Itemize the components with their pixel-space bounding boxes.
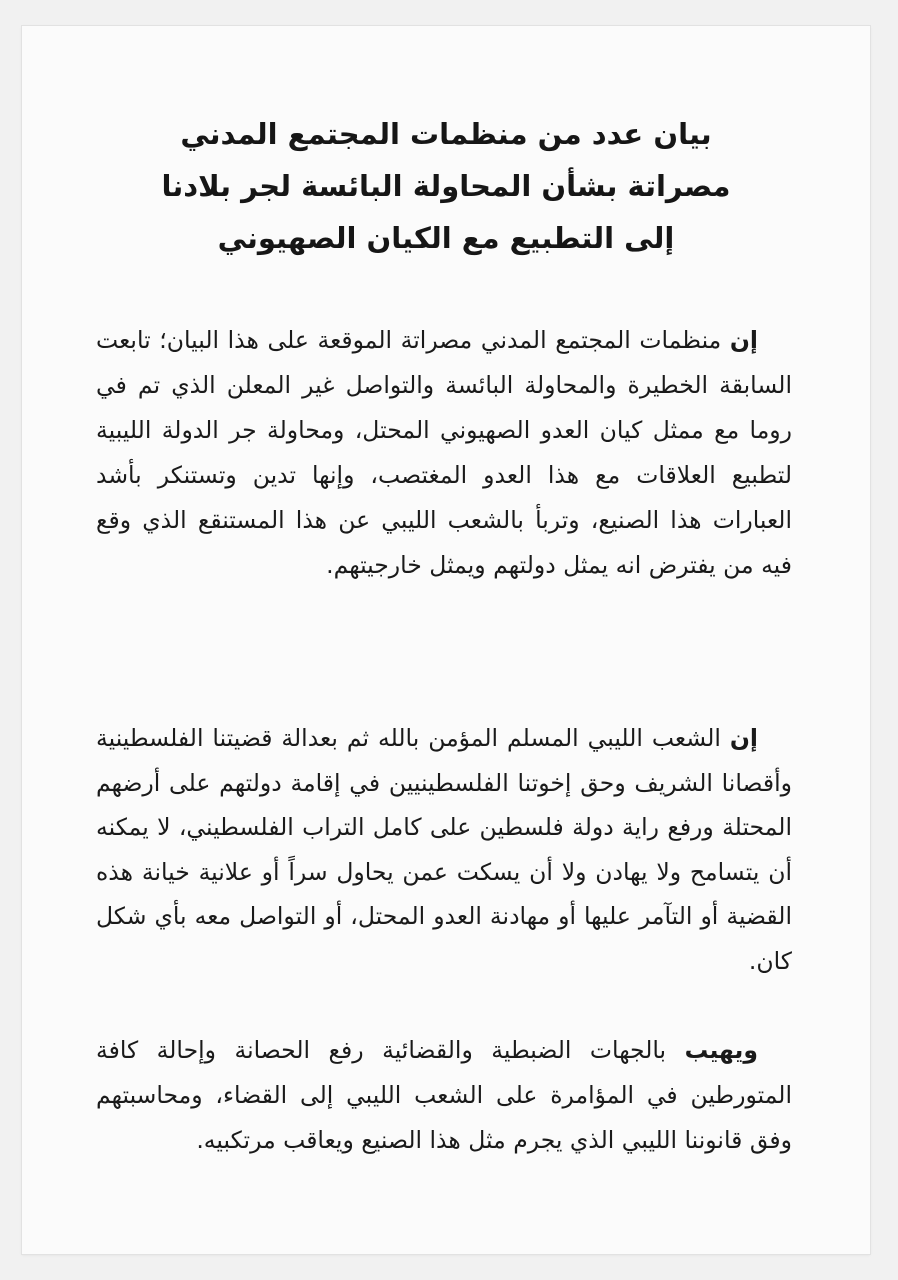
paragraph-body: منظمات المجتمع المدني مصراتة الموقعة على هذا البيان؛ تابعت السابقة الخطيرة والمحاولة البائسة والتواصل غير المعلن الذي تم في روما مع ممثل كيان العدو الصهيوني المحتل، ومحاولة جر الدولة الليبية لتطبيع العلاقات مع هذا العدو المغتصب، وإنها تدين وتستنكر بأشد العبارات هذا الصنيع، وتربأ بالشعب الليبي عن هذا المستنقع الذي وقع فيه من يفترض انه يمثل دولتهم ويمثل خارجيتهم.	[96, 326, 792, 579]
statement-title	[82, 108, 810, 264]
title-line-1: بيان عدد من منظمات المجتمع المدني	[180, 117, 712, 151]
paragraph-lead-word: إن	[729, 724, 758, 752]
paragraph-lead-word: ويهيب	[684, 1036, 758, 1064]
title-line-2: مصراتة بشأن المحاولة البائسة لجر بلادنا	[161, 169, 731, 203]
paragraph-palestine-position	[96, 716, 792, 983]
paragraph-lead-word: إن	[729, 326, 758, 354]
title-line-3: إلى التطبيع مع الكيان الصهيوني	[217, 221, 675, 255]
paragraph-condemnation	[96, 318, 792, 588]
paragraph-demands	[96, 1028, 792, 1163]
paragraph-body: الشعب الليبي المسلم المؤمن بالله ثم بعدالة قضيتنا الفلسطينية وأقصانا الشريف وحق إخوتنا الفلسطينيين في إقامة دولتهم على أرضهم المحتلة ورفع راية دولة فلسطين على كامل التراب الفلسطيني، لا يمكنه أن يتسامح ولا يهادن ولا أن يسكت عمن يحاول سراً أو علانية خيانة هذه القضية أو التآمر عليها أو مهادنة العدو المحتل، أو التواصل معه بأي شكل كان.	[96, 724, 792, 975]
paragraph-body: بالجهات الضبطية والقضائية رفع الحصانة وإحالة كافة المتورطين في المؤامرة على الشعب الليبي إلى القضاء، ومحاسبتهم وفق قانوننا الليبي الذي يجرم مثل هذا الصنيع ويعاقب مرتكبيه.	[96, 1036, 792, 1154]
document-page	[22, 26, 870, 1254]
